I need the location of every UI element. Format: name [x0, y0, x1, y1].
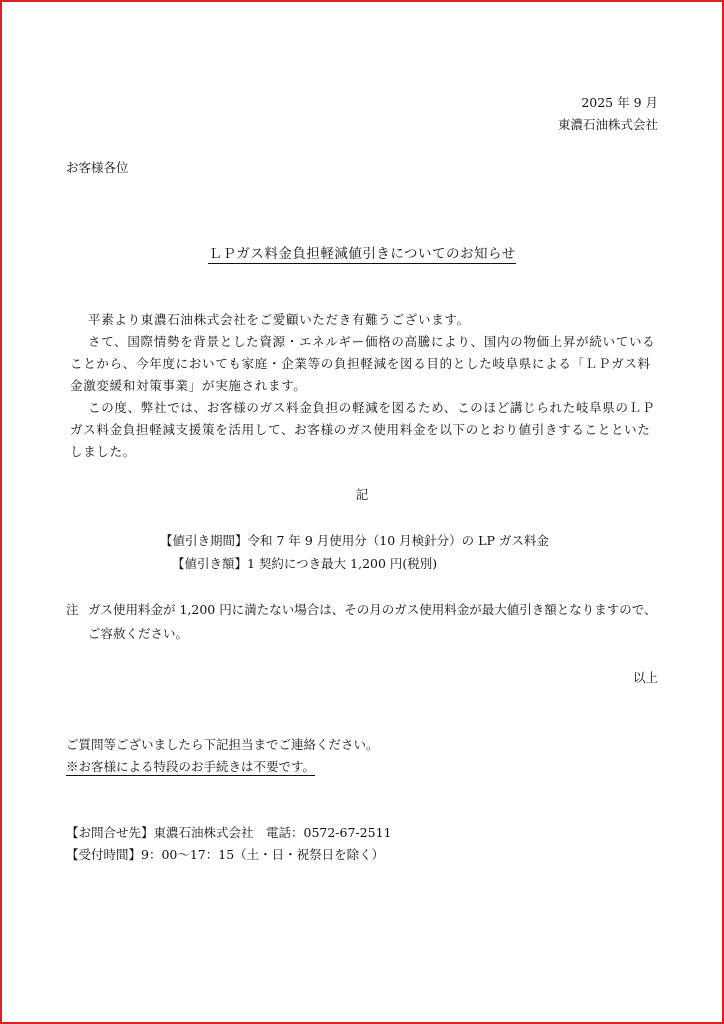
inquiry-line: ご質問等ございましたら下記担当までご連絡ください。 — [66, 737, 379, 752]
business-hours: 【受付時間】9：00～17：15（土・日・祝祭日を除く） — [66, 847, 385, 862]
no-procedure-note — [66, 757, 315, 775]
body-paragraph-background: さて、国際情勢を背景とした資源・エネルギー価格の高騰により、国内の物価上昇が続いていることから、今年度においても家庭・企業等の負担軽減を図る目的とした岐阜県による「ＬＰガス料金激変緩和対策事業」が実施されます。 — [70, 334, 656, 393]
document-title-text: ＬＰガス料金負担軽減値引きについてのお知らせ — [208, 242, 515, 264]
discount-period: 【値引き期間】令和 7 年 9 月使用分（10 月検針分）の LP ガス料金 — [160, 533, 549, 548]
addressee: お客様各位 — [66, 160, 129, 175]
note-mark: 注 — [66, 602, 79, 617]
note-block — [66, 598, 662, 645]
body-paragraph-greeting: 平素より東濃石油株式会社をご愛顧いただき有難うございます。 — [88, 312, 470, 327]
note-text: ガス使用料金が 1,200 円に満たない場合は、その月のガス使用料金が最大値引き額となりますので、ご容赦ください。 — [88, 602, 657, 641]
contact-info: 【お問合せ先】東濃石油株式会社 電話：0572-67-2511 — [66, 825, 392, 840]
no-procedure-text: ※お客様による特段のお手続きは不要です。 — [66, 759, 316, 774]
body-paragraph-discount: この度、弊社では、お客様のガス料金負担の軽減を図るため、このほど講じられた岐阜県のＬＰガス料金負担軽減支援策を活用して、お客様のガス使用料金を以下のとおり値引きすることといたしました。 — [70, 400, 656, 459]
document-title — [0, 242, 724, 264]
discount-amount: 【値引き額】1 契約につき最大 1,200 円(税別) — [172, 556, 438, 571]
ki-heading: 記 — [355, 487, 369, 502]
issue-date: 2025 年 9 月 — [581, 95, 658, 110]
closing-ijo: 以上 — [632, 670, 658, 685]
issuer-company: 東濃石油株式会社 — [557, 117, 658, 132]
